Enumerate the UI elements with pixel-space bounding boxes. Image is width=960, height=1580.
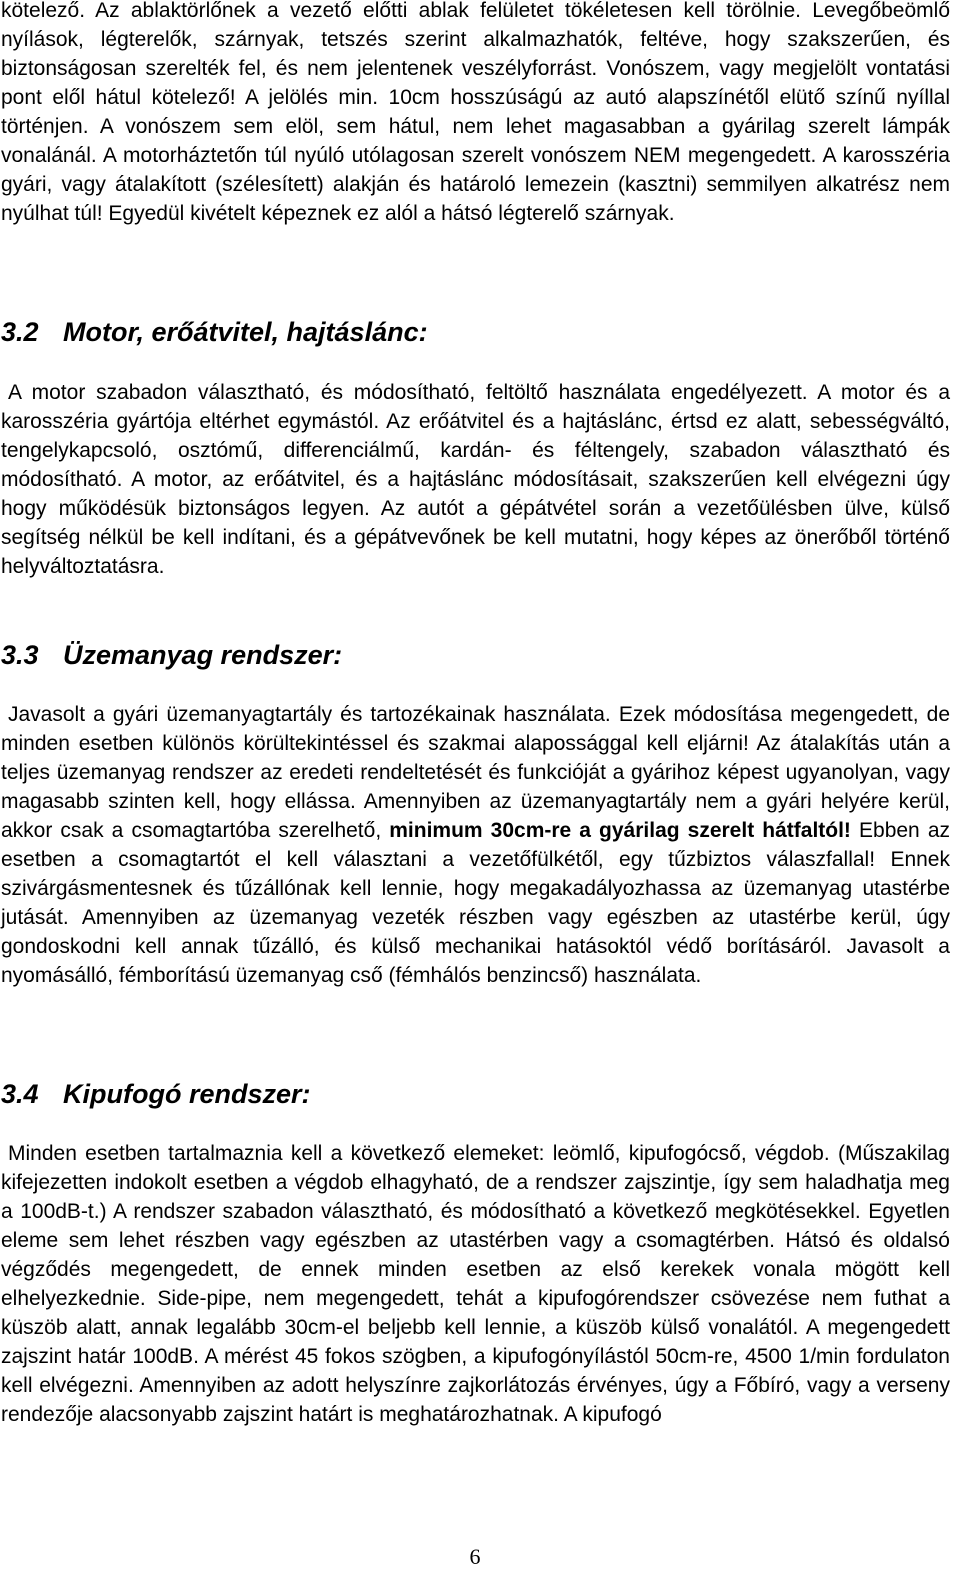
section-number: 3.3 [1, 640, 39, 670]
section-title: Kipufogó rendszer: [63, 1079, 311, 1109]
section-heading-3-3 [1, 638, 342, 672]
paragraph-body-intro: kötelező. Az ablaktörlőnek a vezető előtti ablak felületet tökéletesen kell törölnie. Levegőbeömlő nyílások, légterelők, szárnyak, tetszés szerint alkalmazhatók, feltéve, hogy szakszerűen, és biztonságosan szerelték fel, és nem jelentenek veszélyforrást. Vonószem, vagy megjelölt vontatási pont elől hátul kötelező! A jelölés min. 10cm hosszúságú az autó alapszínétől elütő színű nyíllal történjen. A vonószem sem elöl, sem hátul, nem lehet magasabban a gyárilag szerelt lámpák vonalánál. A motorháztetőn túl nyúló utólagosan szerelt vonószem NEM megengedett. A karosszéria gyári, vagy átalakított (szélesített) alakján és határoló lemezein (kasztni) semmilyen alkatrész nem nyúlhat túl! Egyedül kivételt képeznek ez alól a hátsó légterelő szárnyak. [1, 0, 950, 225]
section-heading-3-2 [1, 315, 428, 349]
page-number: 6 [469, 1544, 481, 1569]
section-number: 3.4 [1, 1079, 39, 1109]
section-number: 3.2 [1, 317, 39, 347]
section-title: Motor, erőátvitel, hajtáslánc: [63, 317, 428, 347]
paragraph-fuel-system: Javasolt a gyári üzemanyagtartály és tartozékainak használata. Ezek módosítása megengedett, de minden esetben különös körültekintéssel és szakmai alapossággal kell eljárni! Az átalakítás után a teljes üzemanyag rendszer az eredeti rendeltetését és funkcióját a gyárihoz képest ugyanolyan, vagy magasabb szinten kell, hogy ellássa. Amennyiben az üzemanyagtartály nem a gyári helyére kerül, akkor csak a csomagtartóba szerelhető, minimum 30cm-re a gyárilag szerelt hátfaltól! Ebben az esetben a csomagtartót el kell választani a vezetőfülkétől, egy tűzbiztos válaszfallal! Ennek szivárgásmentesnek és tűzállónak kell lennie, hogy megakadályozhassa az üzemanyag utastérbe jutását. Amennyiben az üzemanyag vezeték részben vagy egészben az utastérbe kerül, úgy gondoskodni kell annak tűzálló, és külső mechanikai hatásoktól védő borításáról. Javasolt a nyomásálló, fémborítású üzemanyag cső (fémhálós benzincső) használata. [1, 703, 950, 987]
paragraph-engine: A motor szabadon választható, és módosítható, feltöltő használata engedélyezett. A motor és a karosszéria gyártója eltérhet egymástól. Az erőátvitel és a hajtáslánc, értsd ez alatt, sebességváltó, tengelykapcsoló, osztómű, differenciálmű, kardán- és féltengely, szabadon választható és módosítható. A motor, az erőátvitel, és a hajtáslánc módosításait, szakszerűen kell elvégezni úgy hogy működésük biztonságos legyen. Az autót a gépátvétel során a vezetőülésben ülve, külső segítség nélkül be kell indítani, és a gépátvevőnek be kell mutatni, hogy képes az önerőből történő helyváltoztatásra. [1, 381, 950, 578]
section-title: Üzemanyag rendszer: [63, 640, 343, 670]
emphasis-text: minimum 30cm-re a gyárilag szerelt hátfaltól! [389, 819, 851, 842]
section-heading-3-4 [1, 1077, 311, 1111]
paragraph-exhaust: Minden esetben tartalmaznia kell a következő elemeket: leömlő, kipufogócső, végdob. (Műszakilag kifejezetten indokolt esetben a végdob elhagyható, de a rendszer zajszintje, így sem haladhatja meg a 100dB-t.) A rendszer szabadon választható, és módosítható a következő megkötésekkel. Egyetlen eleme sem lehet részben vagy egészben az utastérben vagy a csomagtérben. Hátsó és oldalsó végződés megengedett, de ennek minden esetben az első kerekek vonala mögött kell elhelyezkednie. Side-pipe, nem megengedett, tehát a kipufogórendszer csövezése nem futhat a küszöb alatt, annak legalább 30cm-el beljebb kell lennie, a küszöb külső vonalától. A megengedett zajszint határ 100dB. A mérést 45 fokos szögben, a kipufogónyílástól 50cm-re, 4500 1/min fordulaton kell elvégezni. Amennyiben az adott helyszínre zajkorlátozás érvényes, úgy a Főbíró, vagy a verseny rendezője alacsonyabb zajszint határt is meghatározhatnak. A kipufogó [1, 1142, 950, 1426]
